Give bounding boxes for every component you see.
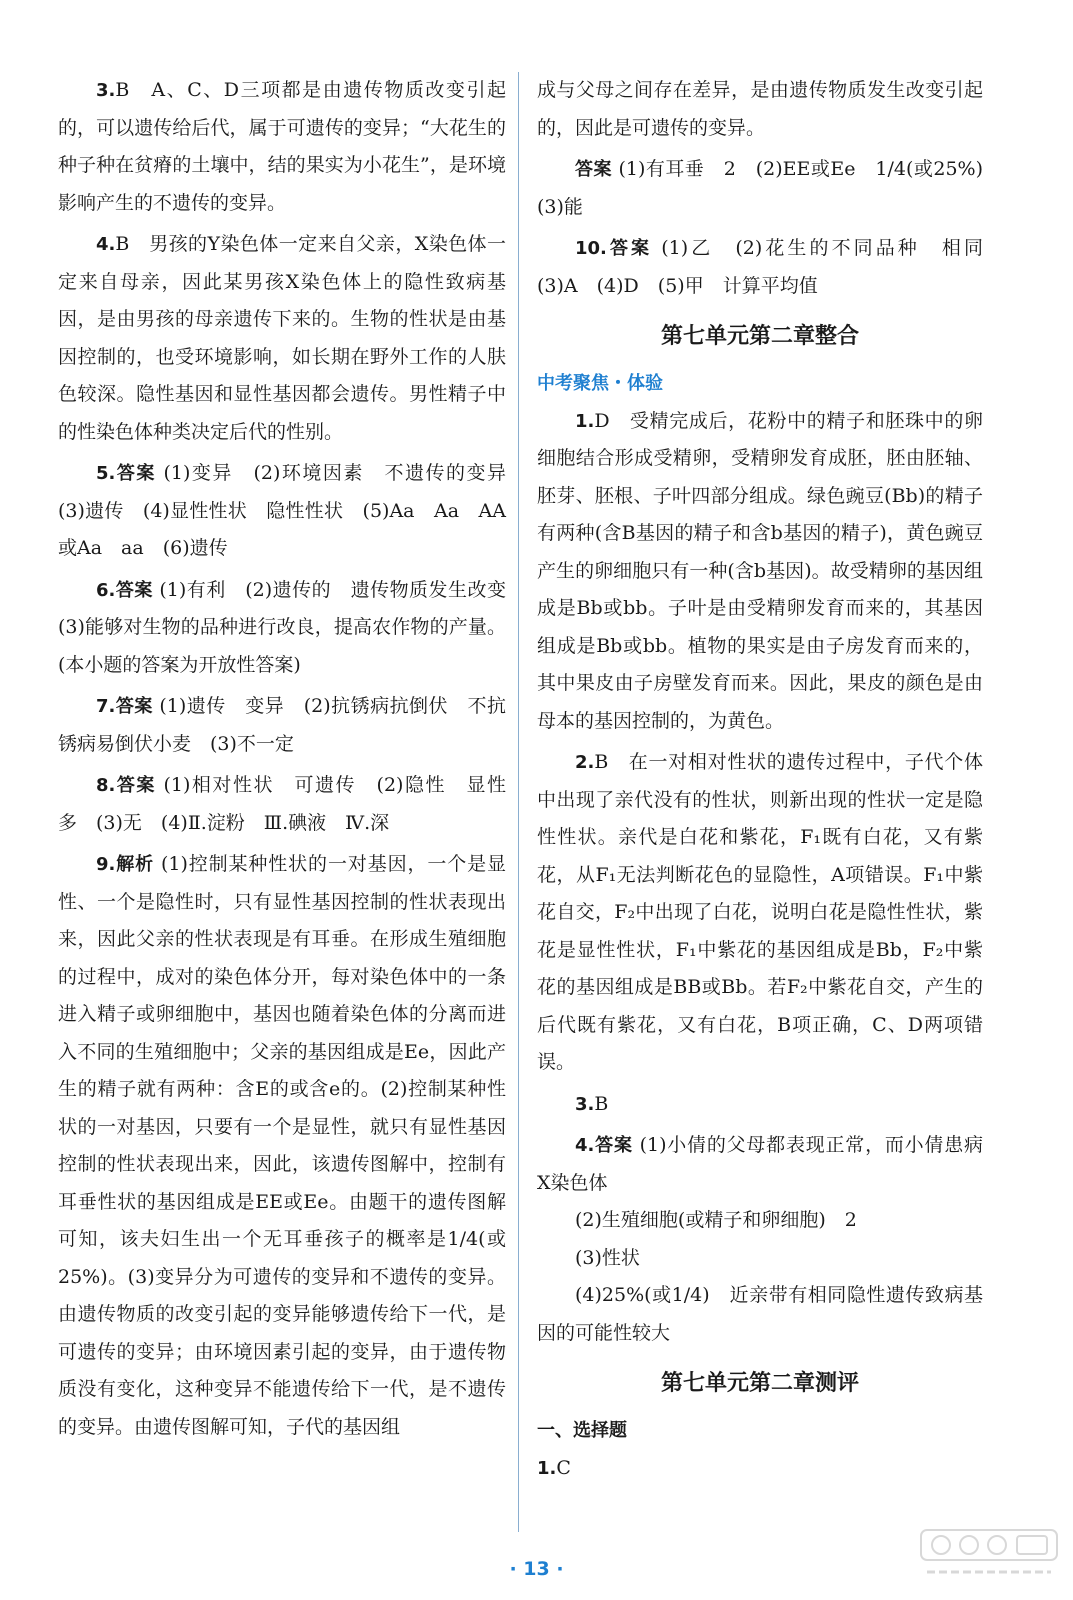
column-divider: [518, 72, 519, 1532]
answer-8: 8.答案 (1)相对性状 可遗传 (2)隐性 显性 多 (3)无 (4)Ⅱ.淀粉 Ⅲ.碘液 Ⅳ.深: [58, 774, 526, 834]
left-column: [58, 72, 526, 1446]
answer-4: 4.B 男孩的Y染色体一定来自父亲，X染色体一定来自母亲，因此某男孩X染色体上的隐性致病基因，是由男孩的母亲遗传下来的。生物的性状是由基因控制的，也受环境影响，如长期在野外工作的人肤色较深。隐性基因和显性基因都会遗传。男性精子中的性染色体种类决定后代的性别。: [58, 233, 506, 443]
assessment-answer-1: 1.C: [537, 1456, 571, 1479]
integration-answer-3: 3.B: [575, 1092, 609, 1115]
integration-answer-2: 2.B 在一对相对性状的遗传过程中，子代个体中出现了亲代没有的性状，则新出现的性状一定是隐性性状。亲代是白花和紫花，F₁既有白花，又有紫花，从F₁无法判断花色的显隐性，A项错误。F₁中紫花自交，F₂中出现了白花，说明白花是隐性性状，紫花是显性性状，F₁中紫花的基因组成是Bb，F₂中紫花的基因组成是BB或Bb。若F₂中紫花自交，产生的后代既有紫花，又有白花，B项正确，C、D两项错误。: [537, 751, 983, 1073]
answer-9: 9.解析 (1)控制某种性状的一对基因，一个是显性、一个是隐性时，只有显性基因控制的性状表现出来，因此父亲的性状表现是有耳垂。在形成生殖细胞的过程中，成对的染色体分开，每对染色体中的一条进入精子或卵细胞中，基因也随着染色体的分离而进入不同的生殖细胞中；父亲的基因组成是Ee，因此产生的精子就有两种：含E的或含e的。(2)控制某种性状的一对基因，只要有一个是显性，就只有显性基因控制的性状表现出来，因此，该遗传图解中，控制有耳垂性状的基因组成是EE或Ee。由题干的遗传图解可知，该夫妇生出一个无耳垂孩子的概率是1/4(或25%)。(3)变异分为可遗传的变异和不遗传的变异。由遗传物质的改变引起的变异能够遗传给下一代，是可遗传的变异；由环境因素引起的变异，由于遗传物质没有变化，这种变异不能遗传给下一代，是不遗传的变异。由遗传图解可知，子代的基因组: [58, 853, 507, 1438]
exam-focus-label: 中考聚焦・体验: [537, 373, 663, 394]
answer-6: 6.答案 (1)有利 (2)遗传的 遗传物质发生改变 (3)能够对生物的品种进行改良，提高农作物的产量。(本小题的答案为开放性答案): [58, 578, 526, 676]
integration-answer-1: 1.D 受精完成后，花粉中的精子和胚珠中的卵细胞结合形成受精卵，受精卵发育成胚，胚由胚轴、胚芽、胚根、子叶四部分组成。绿色豌豆(Bb)的精子有两种(含B基因的精子和含b基因的精子)，黄色豌豆产生的卵细胞只有一种(含b基因)。故受精卵的基因组成是Bb或bb。子叶是由受精卵发育而来的，其基因组成是Bb或bb。植物的果实是由子房发育而来的，其中果皮由子房壁发育而来。因此，果皮的颜色是由母本的基因控制的，为黄色。: [537, 409, 983, 732]
integration-answer-4-part4: (4)25%(或1/4) 近亲带有相同隐性遗传致病基因的可能性较大: [537, 1284, 983, 1344]
answer-5: 5.答案 (1)变异 (2)环境因素 不遗传的变异 (3)遗传 (4)显性性状 隐性性状 (5)Aa Aa AA或Aa aa (6)遗传: [58, 462, 526, 559]
right-column: [537, 72, 1003, 1487]
answer-7: 7.答案 (1)遗传 变异 (2)抗锈病抗倒伏 不抗锈病易倒伏小麦 (3)不一定: [58, 695, 507, 755]
answer-3: 3.B A、C、D三项都是由遗传物质改变引起的，可以遗传给后代，属于可遗传的变异；“大花生的种子种在贫瘠的土壤中，结的果实为小花生”，是环境影响产生的不遗传的变异。: [58, 79, 506, 214]
answer-9-key: 答案 (1)有耳垂 2 (2)EE或Ee 1/4(或25%) (3)能: [537, 158, 1003, 218]
answer-10: 10.答案 (1)乙 (2)花生的不同品种 相同 (3)A (4)D (5)甲 计算平均值: [537, 237, 1003, 297]
answer-9-continued: 成与父母之间存在差异，是由遗传物质发生改变引起的，因此是可遗传的变异。: [537, 79, 983, 139]
integration-answer-4-part2: (2)生殖细胞(或精子和卵细胞) 2: [575, 1209, 857, 1231]
multiple-choice-label: 一、选择题: [537, 1420, 627, 1441]
section-heading-assessment: 第七单元第二章测评: [660, 1371, 859, 1396]
page-number: · 13 ·: [509, 1558, 564, 1580]
section-heading-integration: 第七单元第二章整合: [660, 324, 859, 349]
integration-answer-4: 4.答案 (1)小倩的父母都表现正常，而小倩患病 X染色体: [537, 1134, 1003, 1194]
integration-answer-4-part3: (3)性状: [575, 1246, 640, 1269]
watermark-logo: [919, 1526, 1059, 1582]
